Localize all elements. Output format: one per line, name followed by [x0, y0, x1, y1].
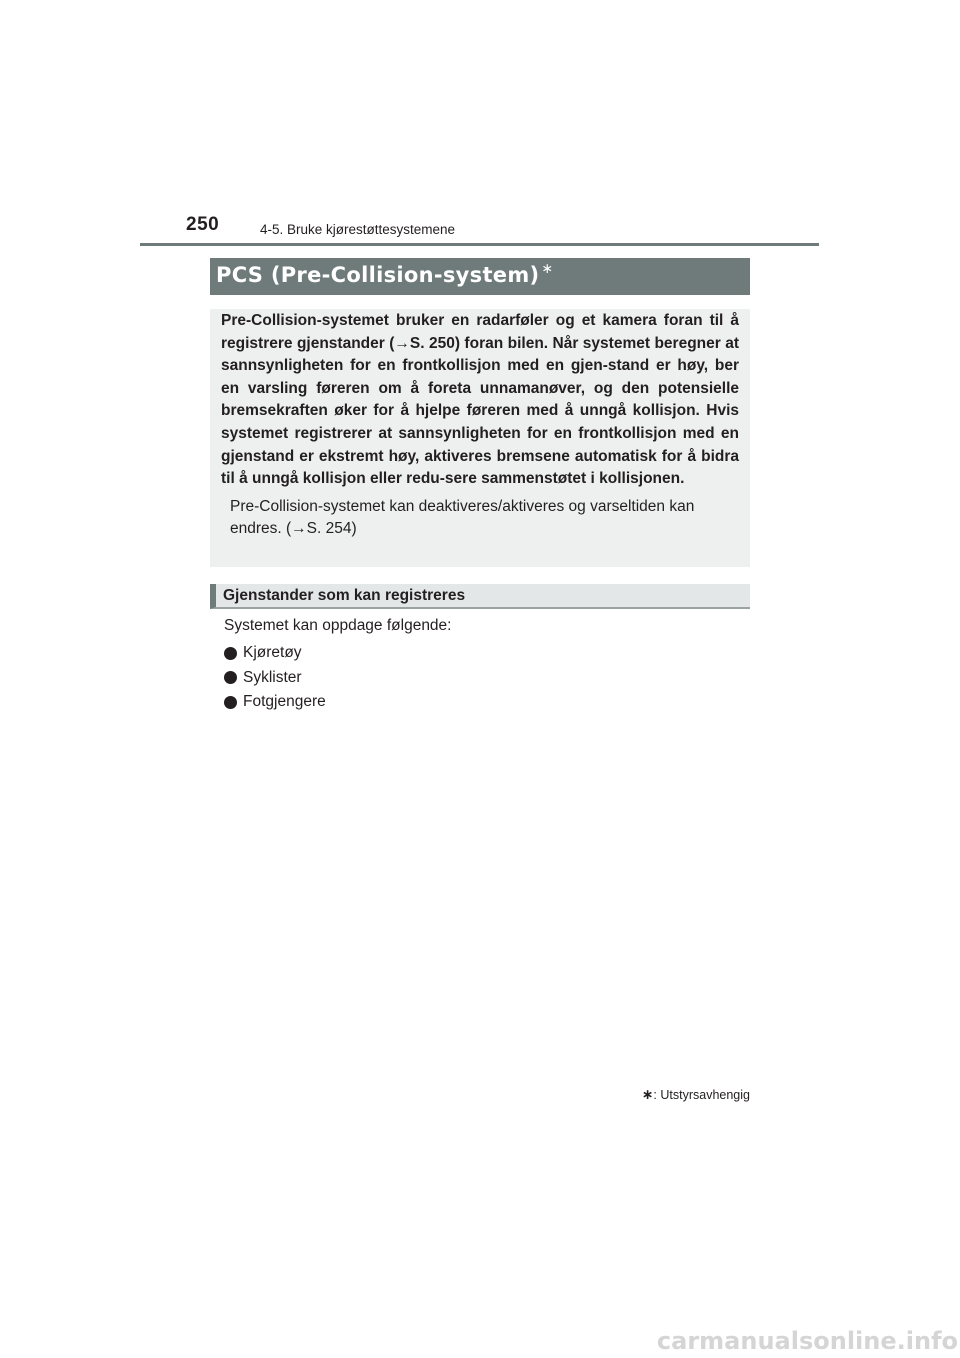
footnote-text: : Utstyrsavhengig: [653, 1088, 750, 1102]
list-item-label: Kjøretøy: [243, 644, 302, 662]
watermark: carmanualsonline.info: [656, 1327, 958, 1355]
bullet-icon: [224, 696, 237, 709]
breadcrumb: 4-5. Bruke kjørestøttesystemene: [260, 222, 456, 237]
header-divider: [140, 243, 819, 246]
detectable-list: [224, 641, 326, 715]
list-item-label: Fotgjengere: [243, 693, 326, 711]
intro-box: [210, 309, 750, 567]
page-number: 250: [186, 214, 220, 235]
list-item: [224, 666, 326, 691]
intro-note: Pre-Collision-systemet kan deaktiveres/aktiveres og varseltiden kan endres. (→S. 254): [230, 497, 695, 538]
asterisk-icon: ∗: [541, 261, 554, 277]
list-item-label: Syklister: [243, 668, 302, 686]
bullet-icon: [224, 671, 237, 684]
list-item: [224, 690, 326, 715]
subsection-heading: Gjenstander som kan registreres: [210, 584, 750, 609]
intro-paragraph: Pre-Collision-systemet bruker en radarføler og et kamera foran til å registrere gjenstander (→S. 250) foran bilen. Når systemet beregner at sannsynligheten for en frontkollisjon med en gjen-stand er høy, ber en varsling føreren om å foreta unnamanøver, og den potensielle bremsekraften øker for å hjelpe føreren med å unngå kollisjon. Hvis systemet registrerer at sannsynligheten for en frontkollisjon med en gjenstand er ekstremt høy, aktiveres bremsene automatisk for å bidra til å unngå kollisjon eller redu-sere sammenstøtet i kollisjonen.: [221, 312, 739, 488]
asterisk-icon: ∗: [641, 1086, 654, 1102]
footnote: [642, 1086, 750, 1103]
detectable-lead-text: Systemet kan oppdage følgende:: [224, 617, 452, 634]
section-title: PCS (Pre-Collision-system): [216, 263, 540, 287]
list-item: [224, 641, 326, 666]
section-title-bar: [210, 258, 750, 295]
bullet-icon: [224, 647, 237, 660]
